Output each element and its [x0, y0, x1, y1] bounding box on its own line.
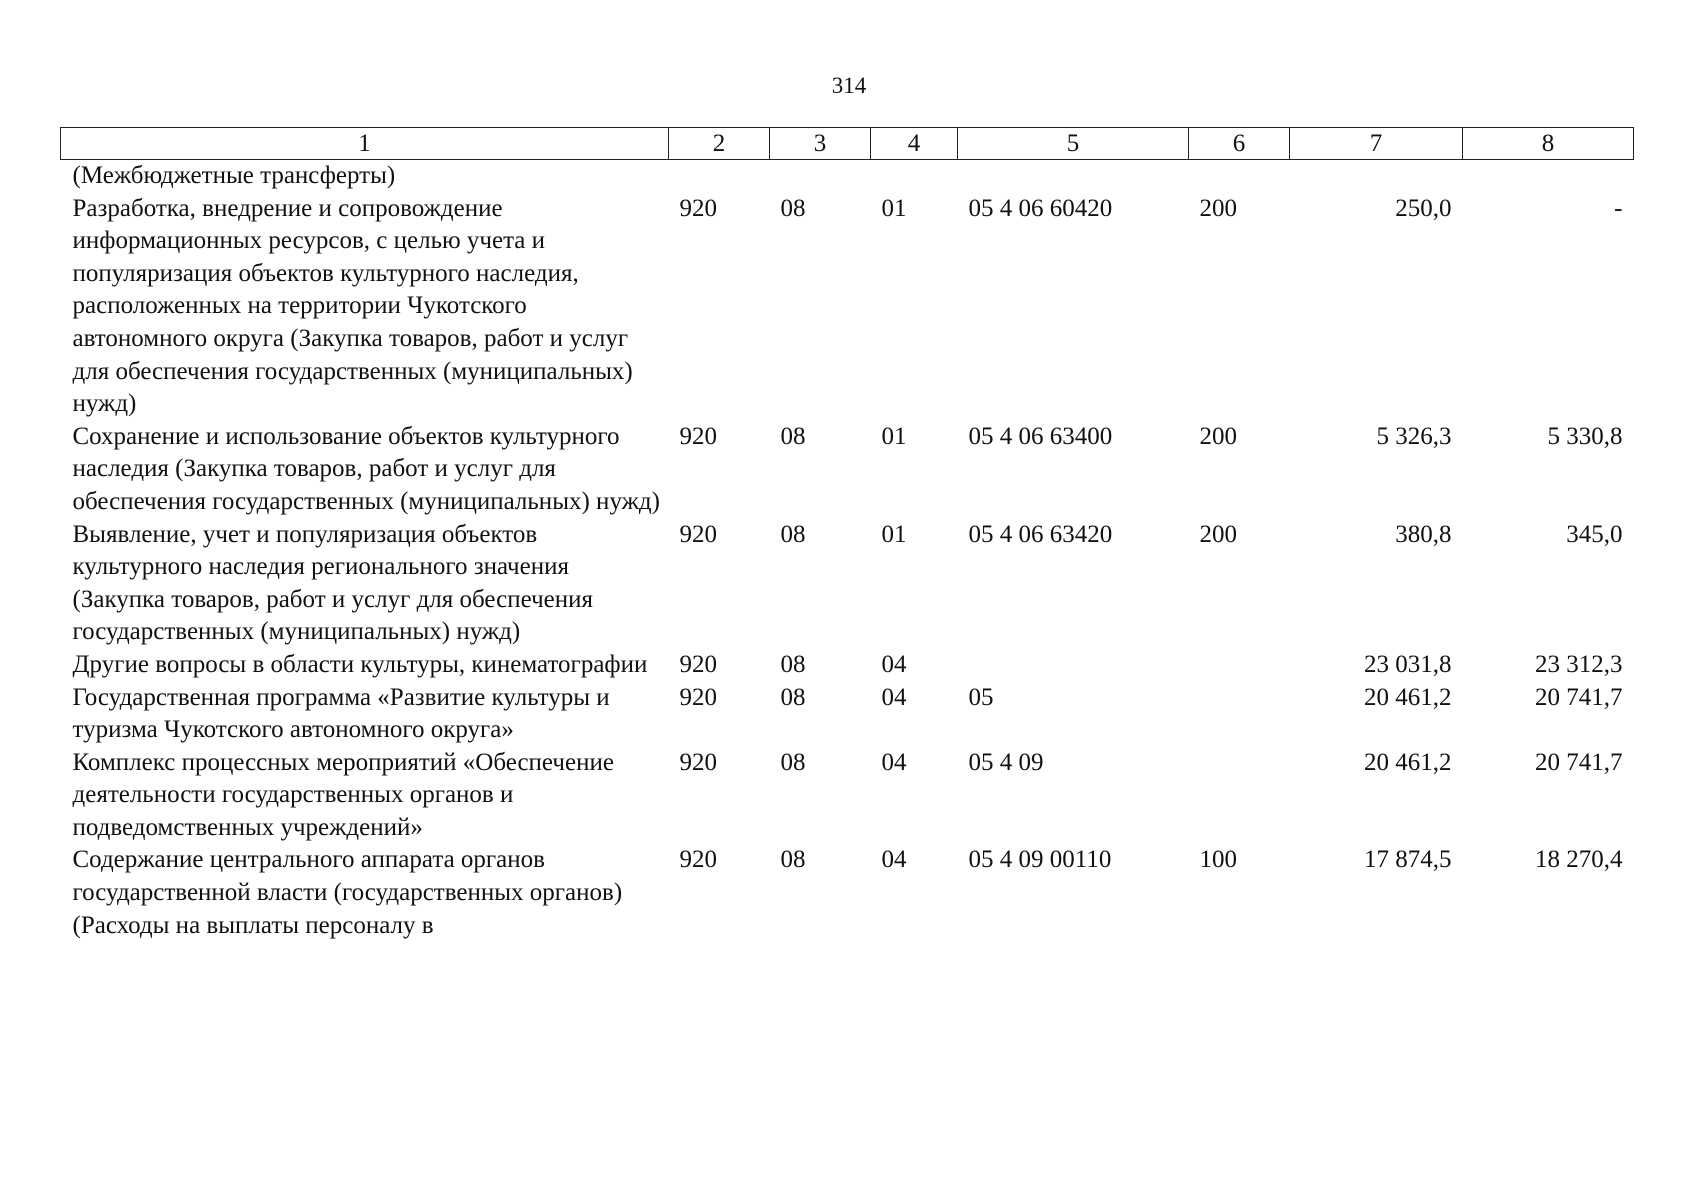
- subsection-code: 04: [881, 748, 907, 776]
- budget-table: [60, 127, 1634, 942]
- subsection-code: 04: [881, 846, 907, 874]
- header-row: [61, 128, 1634, 160]
- subsection-code: [871, 160, 958, 193]
- amount-col-8: 18 270,4: [1535, 846, 1623, 874]
- target-item-code: [958, 649, 1189, 682]
- column-header-2: 2: [669, 128, 770, 160]
- item-name: Разработка, внедрение и сопровождение информационных ресурсов, с целью учета и популяризация объектов культурного наследия, расположенных на территории Чукотского автономного округа (Закупка товаров, работ и услуг для обеспечения государственных (муниципальных) нужд): [72, 194, 633, 418]
- ministry-code: 920: [679, 846, 717, 874]
- table-row: [61, 747, 1634, 845]
- item-name: Другие вопросы в области культуры, кинематографии: [72, 650, 648, 678]
- expense-type-code: 200: [1199, 422, 1237, 450]
- expense-type-code: [1189, 160, 1290, 193]
- column-header-5: 5: [958, 128, 1189, 160]
- expense-type-code: 100: [1199, 846, 1237, 874]
- amount-col-7: 380,8: [1395, 520, 1452, 548]
- table-row: [61, 844, 1634, 942]
- target-item-code: 05: [968, 683, 994, 711]
- amount-col-8: 23 312,3: [1535, 650, 1623, 678]
- target-item-code: 05 4 06 63400: [968, 422, 1113, 450]
- column-header-6: 6: [1189, 128, 1290, 160]
- item-name: (Межбюджетные трансферты): [72, 162, 396, 189]
- target-item-code: 05 4 09 00110: [968, 846, 1112, 874]
- subsection-code: 04: [881, 650, 907, 678]
- section-code: 08: [780, 748, 806, 776]
- section-code: 08: [780, 846, 806, 874]
- item-name: Государственная программа «Развитие культуры и туризма Чукотского автономного округа»: [72, 683, 610, 744]
- ministry-code: [669, 160, 770, 193]
- column-header-8: 8: [1463, 128, 1634, 160]
- target-item-code: 05 4 09: [968, 748, 1044, 776]
- amount-col-7: 250,0: [1395, 194, 1452, 222]
- amount-col-7: 23 031,8: [1364, 650, 1452, 678]
- section-code: 08: [780, 194, 806, 222]
- ministry-code: 920: [679, 748, 717, 776]
- page-number: 314: [831, 73, 867, 98]
- ministry-code: 920: [679, 683, 717, 711]
- item-name: Содержание центрального аппарата органов государственной власти (государственных органов) (Расходы на выплаты персоналу в: [72, 846, 623, 939]
- amount-col-8: 20 741,7: [1535, 748, 1623, 776]
- table-row: [61, 649, 1634, 682]
- column-header-3: 3: [770, 128, 871, 160]
- section-code: 08: [780, 650, 806, 678]
- amount-col-7: 20 461,2: [1364, 748, 1452, 776]
- table-row: [61, 519, 1634, 649]
- table-row: [61, 193, 1634, 421]
- subsection-code: 01: [881, 520, 907, 548]
- target-item-code: 05 4 06 63420: [968, 520, 1113, 548]
- target-item-code: [958, 160, 1189, 193]
- expense-type-code: 200: [1199, 194, 1237, 222]
- amount-col-8: 345,0: [1566, 520, 1623, 548]
- subsection-code: 04: [881, 683, 907, 711]
- section-code: 08: [780, 520, 806, 548]
- expense-type-code: 200: [1199, 520, 1237, 548]
- amount-col-8: -: [1614, 194, 1623, 222]
- amount-col-7: 5 326,3: [1376, 422, 1452, 450]
- section-code: 08: [780, 422, 806, 450]
- table-row: [61, 160, 1634, 193]
- amount-col-8: [1463, 160, 1634, 193]
- column-header-4: 4: [871, 128, 958, 160]
- expense-type-code: [1189, 682, 1290, 747]
- item-name: Комплекс процессных мероприятий «Обеспечение деятельности государственных органов и подведомственных учреждений»: [72, 748, 614, 841]
- amount-col-7: 20 461,2: [1364, 683, 1452, 711]
- table-row: [61, 421, 1634, 519]
- amount-col-7: [1290, 160, 1463, 193]
- table-row: [61, 682, 1634, 747]
- column-header-7: 7: [1290, 128, 1463, 160]
- subsection-code: 01: [881, 194, 907, 222]
- target-item-code: 05 4 06 60420: [968, 194, 1113, 222]
- item-name: Сохранение и использование объектов культурного наследия (Закупка товаров, работ и услуг для обеспечения государственных (муниципальных) нужд): [72, 422, 660, 515]
- amount-col-8: 5 330,8: [1547, 422, 1623, 450]
- ministry-code: 920: [679, 650, 717, 678]
- amount-col-8: 20 741,7: [1535, 683, 1623, 711]
- subsection-code: 01: [881, 422, 907, 450]
- ministry-code: 920: [679, 422, 717, 450]
- section-code: 08: [780, 683, 806, 711]
- expense-type-code: [1189, 747, 1290, 845]
- section-code: [770, 160, 871, 193]
- ministry-code: 920: [679, 520, 717, 548]
- column-header-1: 1: [61, 128, 669, 160]
- expense-type-code: [1189, 649, 1290, 682]
- item-name: Выявление, учет и популяризация объектов культурного наследия регионального значения (Закупка товаров, работ и услуг для обеспечения государственных (муниципальных) нужд): [72, 520, 593, 646]
- ministry-code: 920: [679, 194, 717, 222]
- amount-col-7: 17 874,5: [1364, 846, 1452, 874]
